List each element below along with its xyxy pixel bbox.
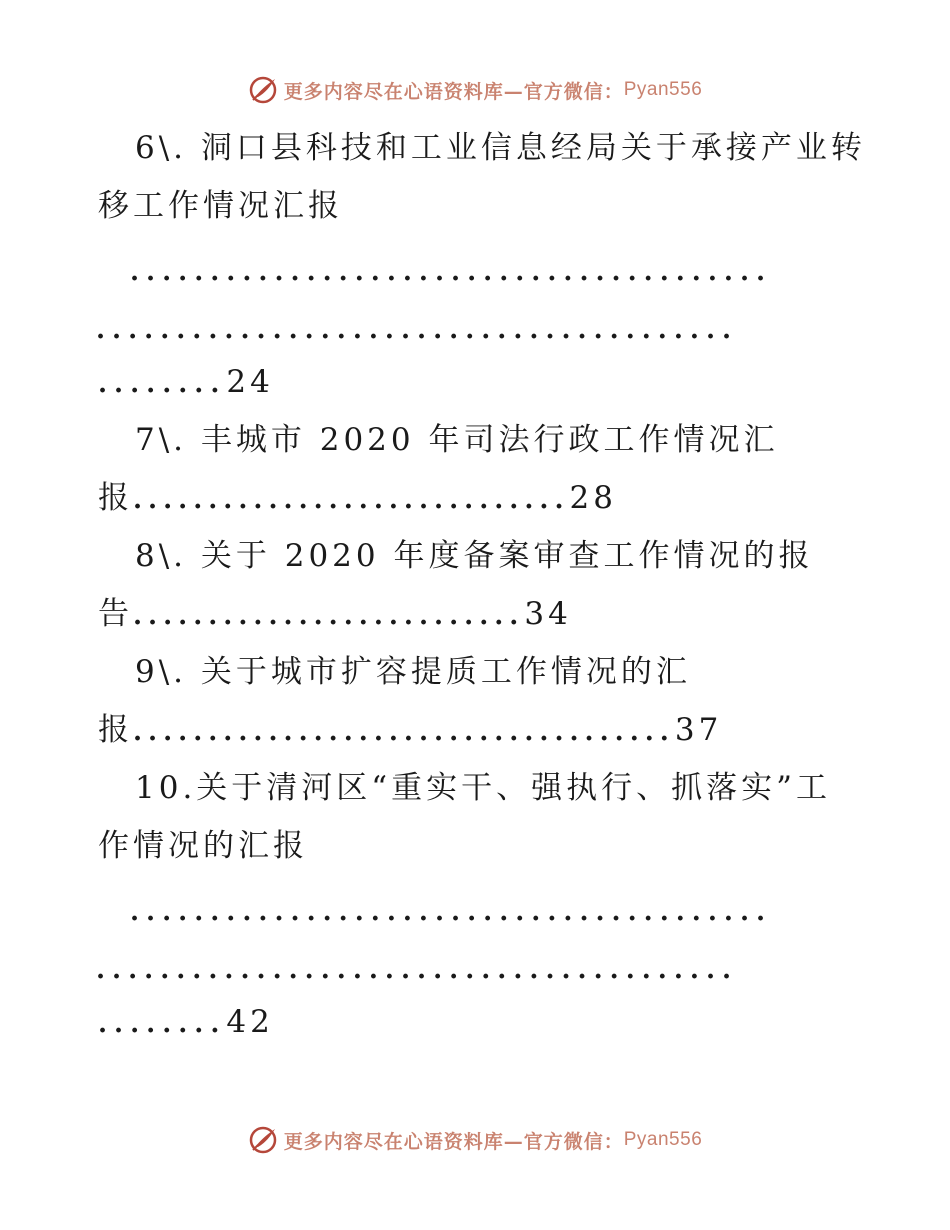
toc-entry-8-prefix: 告 [98, 596, 133, 632]
toc-entry-8-leader: .......................... [133, 601, 525, 631]
quill-logo-icon [248, 1125, 278, 1155]
toc-entry-10-title: 10.关于清河区“重实干、强执行、抓落实”工 [135, 770, 831, 806]
toc-entry-9-page: 37 [674, 712, 723, 748]
toc-entry-9-leader: .................................... [133, 717, 675, 747]
toc-entry-6-page: 24 [226, 364, 274, 400]
quill-logo-icon [248, 75, 278, 105]
toc-entry-6-leader-1: ........................................ [130, 257, 773, 287]
toc-entry-7-title: 7\. 丰城市 2020 年司法行政工作情况汇 [135, 422, 779, 458]
toc-entry-10-leader-1: ........................................ [130, 897, 773, 927]
toc-entry-6-leader-dots: ........ [98, 369, 227, 399]
toc-entry-6-title-cont: 移工作情况汇报 [98, 188, 343, 224]
toc-entry-10-leader-2: ........................................ [96, 955, 739, 985]
toc-entry-6-leader-3 [98, 362, 274, 404]
toc-entry-9-line2 [98, 710, 722, 752]
toc-entry-10-page: 42 [226, 1004, 274, 1040]
toc-entry-6-title: 6\. 洞口县科技和工业信息经局关于承接产业转 [135, 130, 866, 166]
watermark-footer [0, 1120, 950, 1160]
watermark-header [0, 70, 950, 110]
watermark-handle: Pyan556 [623, 1129, 703, 1150]
toc-entry-8-line2 [98, 594, 572, 636]
toc-entry-10-leader-dots: ........ [98, 1009, 227, 1039]
toc-entry-7-leader: ............................. [133, 485, 570, 515]
toc-entry-8-title: 8\. 关于 2020 年度备案审查工作情况的报 [135, 538, 814, 574]
watermark-text: 更多内容尽在心语资料库—官方微信： [283, 1130, 624, 1153]
watermark-text: 更多内容尽在心语资料库—官方微信： [283, 80, 624, 103]
toc-entry-10-leader-3 [98, 1002, 274, 1044]
toc-entry-8-page: 34 [524, 596, 572, 632]
toc-entry-7-prefix: 报 [98, 480, 133, 516]
toc-entry-7-page: 28 [569, 480, 617, 516]
toc-entry-9-title: 9\. 关于城市扩容提质工作情况的汇 [135, 654, 691, 690]
watermark-handle: Pyan556 [623, 79, 703, 100]
toc-entry-6-leader-2: ........................................ [96, 315, 739, 345]
toc-entry-7-line2 [98, 478, 617, 520]
toc-entry-10-title-cont: 作情况的汇报 [98, 828, 308, 864]
toc-entry-9-prefix: 报 [98, 712, 133, 748]
